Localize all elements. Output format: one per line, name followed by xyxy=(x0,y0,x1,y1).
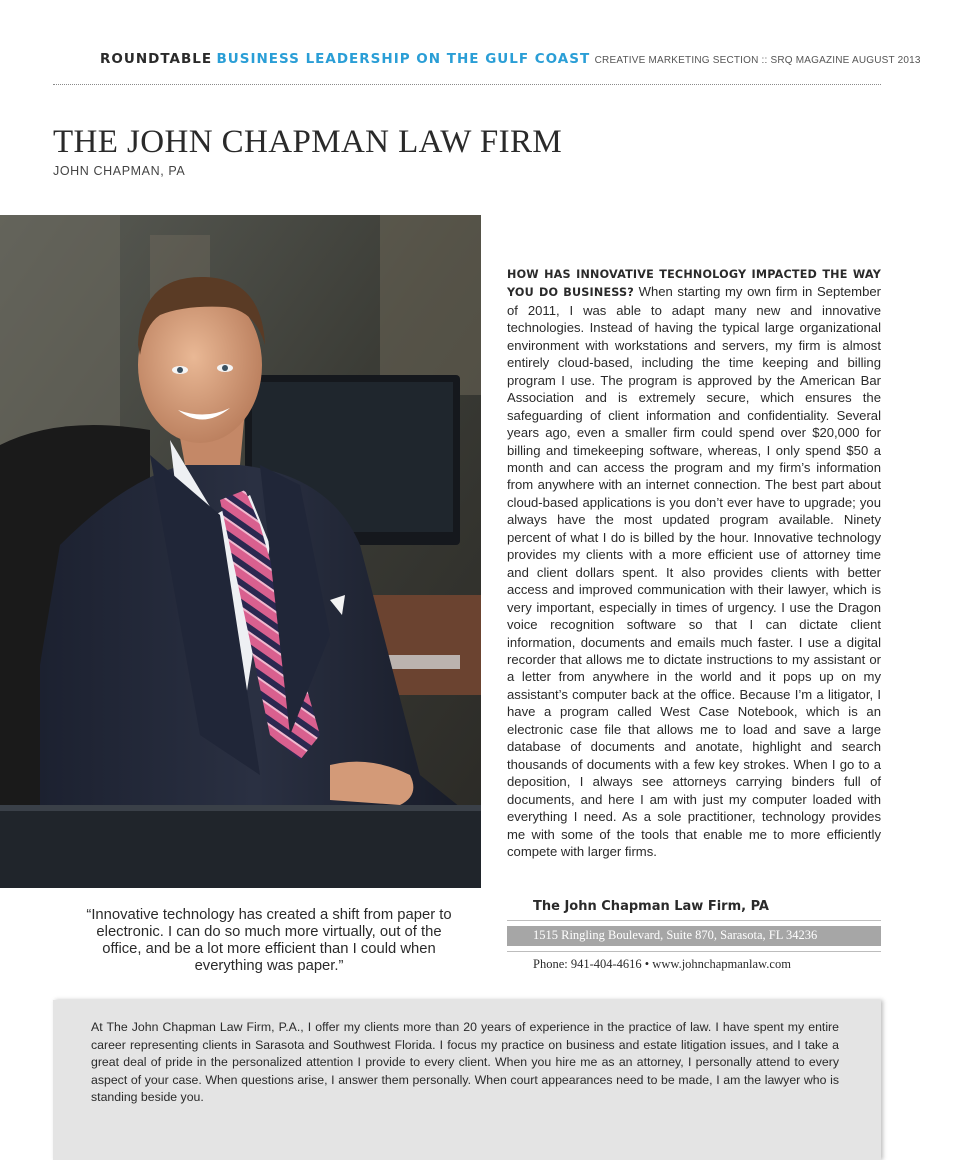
contact-phone-website: Phone: 941-404-4616 • www.johnchapmanlaw.com xyxy=(533,957,791,971)
contact-firm-name: The John Chapman Law Firm, PA xyxy=(533,899,769,914)
interview-answer-text: When starting my own firm in September of 2011, I was able to adapt many new and innovative technologies. Instead of having the typical large organizational environment with workstations and servers, my firm is almost entirely cloud-based, including the time keeping and billing program I use. The program is approved by the American Bar Association and is extremely secure, which ensures the safeguarding of client information and confidentiality. Several years ago, even a smaller firm could spend over $20,000 for billing and timekeeping software, whereas, I only spend $50 a month and can access the program and my firm’s information from anywhere with an internet connection. The best part about cloud-based applications is you don’t ever have to upgrade; you always have the most updated program available. Ninety percent of what I do is billed by the hour. Innovative technology provides my clients with a more efficient use of attorney time and client dollars spent. It also provides clients with better access and improved communication with their lawyer, which is very important, especially in times of urgency. I use the Dragon voice recognition software so that I can dictate client information, documents and emails much faster. I use a digital recorder that allows me to dictate instructions to my assistant or a letter from anywhere in the world and it pops up on my assistant’s computer back at the office. Because I’m a litigator, I have a program called West Case Notebook, which is an electronic case file that allows me to load and save a large database of documents and anotate, highlight and search thousands of documents with a few key strokes. When I go to a deposition, I always see attorneys carrying binders full of documents, and here I am with just my computer loaded with everything I need. As a sole practitioner, technology provides me with some of the tools that enable me to more efficiently compete with larger firms. xyxy=(507,284,881,859)
masthead-section: CREATIVE MARKETING SECTION :: SRQ MAGAZINE AUGUST 2013 xyxy=(594,55,921,66)
bio-box xyxy=(53,1000,881,1160)
bio-text: At The John Chapman Law Firm, P.A., I offer my clients more than 20 years of experience in the practice of law. I have spent my entire career representing clients in Sarasota and Southwest Florida. I focus my practice on business and estate litigation issues, and I take a great deal of pride in the personalized attention I provide to every client. When you hire me as an attorney, I personally attend to every aspect of your case. When questions arise, I answer them personally. When court appearances need to be made, I am the lawyer who is standing beside you. xyxy=(91,1020,839,1104)
masthead-roundtable: ROUNDTABLE xyxy=(100,51,213,67)
contact-address-bar xyxy=(507,926,881,946)
interview-question: HOW HAS INNOVATIVE TECHNOLOGY IMPACTED THE WAY YOU DO BUSINESS? xyxy=(507,268,881,300)
contact-address: 1515 Ringling Boulevard, Suite 870, Sarasota, FL 34236 xyxy=(533,928,818,942)
attorney-portrait-photo xyxy=(0,215,481,888)
contact-divider-bottom xyxy=(507,951,881,952)
header-divider xyxy=(53,84,881,85)
masthead xyxy=(100,50,921,72)
page-subtitle: JOHN CHAPMAN, PA xyxy=(53,164,186,178)
masthead-tagline: BUSINESS LEADERSHIP ON THE GULF COAST xyxy=(216,51,591,67)
pull-quote: “Innovative technology has created a shift from paper to electronic. I can do so much more virtually, out of the office, and be a lot more efficient than I could when everything was paper.” xyxy=(86,907,452,974)
page-title: THE JOHN CHAPMAN LAW FIRM xyxy=(53,124,563,160)
contact-divider-top xyxy=(507,920,881,921)
interview-answer xyxy=(507,265,881,860)
